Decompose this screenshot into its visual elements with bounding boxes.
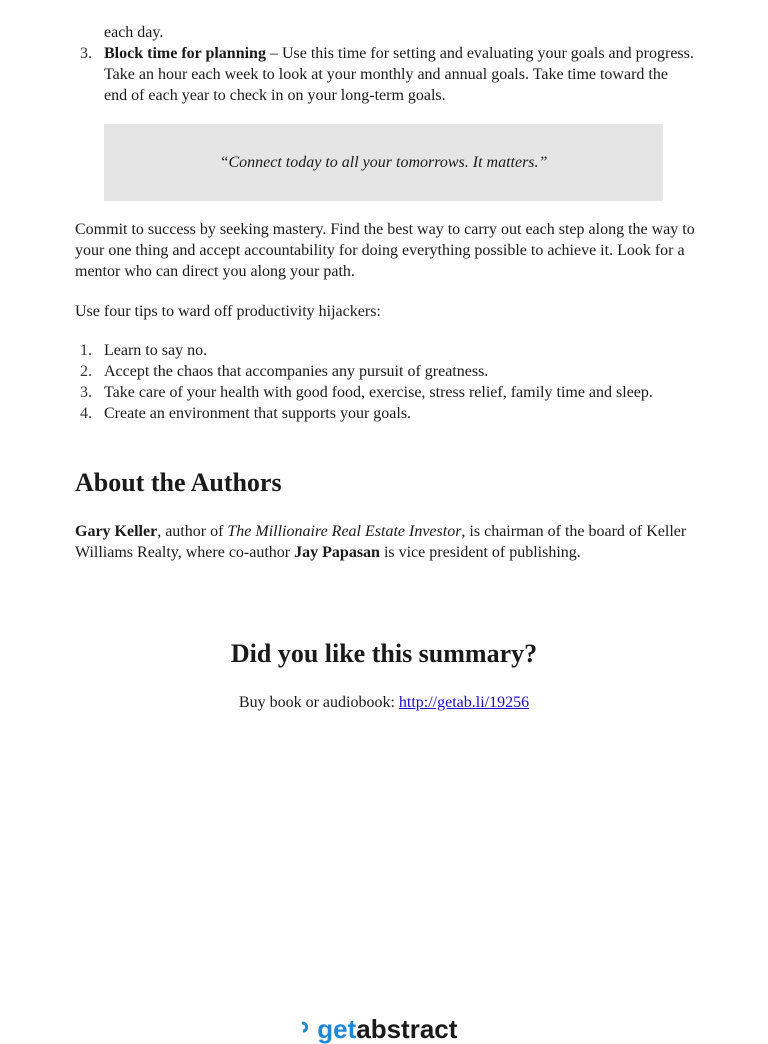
quote-box [104,124,663,201]
list-number: 3. [80,384,92,401]
list-number: 4. [80,405,92,422]
about-text: , is chairman of the board of Keller Williams Realty, where co-author [75,523,687,561]
logo-text-abstract: abstract [356,1014,458,1044]
list-item-text: Take care of your health with good food, exercise, stress relief, family time and sleep. [104,384,653,401]
list-item [75,43,695,106]
getabstract-logo-icon [300,1014,317,1044]
about-text: is vice president of publishing. [379,544,581,561]
coauthor-name: Jay Papasan [294,544,380,561]
commit-paragraph: Commit to success by seeking mastery. Find the best way to carry out each step along the way to your one thing and accept accountability for doing everything possible to achieve it. Look for a mentor who can direct you along your path. [75,221,695,280]
list-item [75,340,695,361]
book-title: The Millionaire Real Estate Investor [227,523,462,540]
logo-text-get: get [317,1014,357,1044]
author-name: Gary Keller [75,523,158,540]
list-item [75,22,695,43]
buy-line [0,692,768,713]
list-item [75,382,695,403]
list-item-text: – Use this time for setting and evaluating your goals and progress. Take an hour each week to look at your monthly and annual goals. Take time toward the end of each year to check in on your long-term goals. [104,45,694,104]
buy-book-link[interactable]: http://getab.li/19256 [398,694,530,711]
list-number: 2. [80,363,92,380]
tips-intro: Use four tips to ward off productivity hijackers: [75,303,381,320]
list-number: 1. [80,342,92,359]
buy-label: Buy book or audiobook: [238,694,399,711]
getabstract-logo [300,1014,457,1044]
tips-list [75,340,695,424]
planning-list [75,22,695,106]
about-text: , author of [157,523,228,540]
list-number: 3. [80,45,92,62]
list-item [75,403,695,424]
list-item-text: Accept the chaos that accompanies any pursuit of greatness. [104,363,489,380]
about-authors-paragraph [75,521,695,563]
summary-heading: Did you like this summary? [230,639,538,668]
list-item-text: Create an environment that supports your goals. [104,405,412,422]
list-continuation-text: each day. [104,24,164,41]
list-item [75,361,695,382]
list-item-text: Learn to say no. [104,342,208,359]
list-item-bold: Block time for planning [104,45,266,62]
quote-text: “Connect today to all your tomorrows. It matters.” [219,153,548,171]
about-authors-heading: About the Authors [75,468,282,497]
